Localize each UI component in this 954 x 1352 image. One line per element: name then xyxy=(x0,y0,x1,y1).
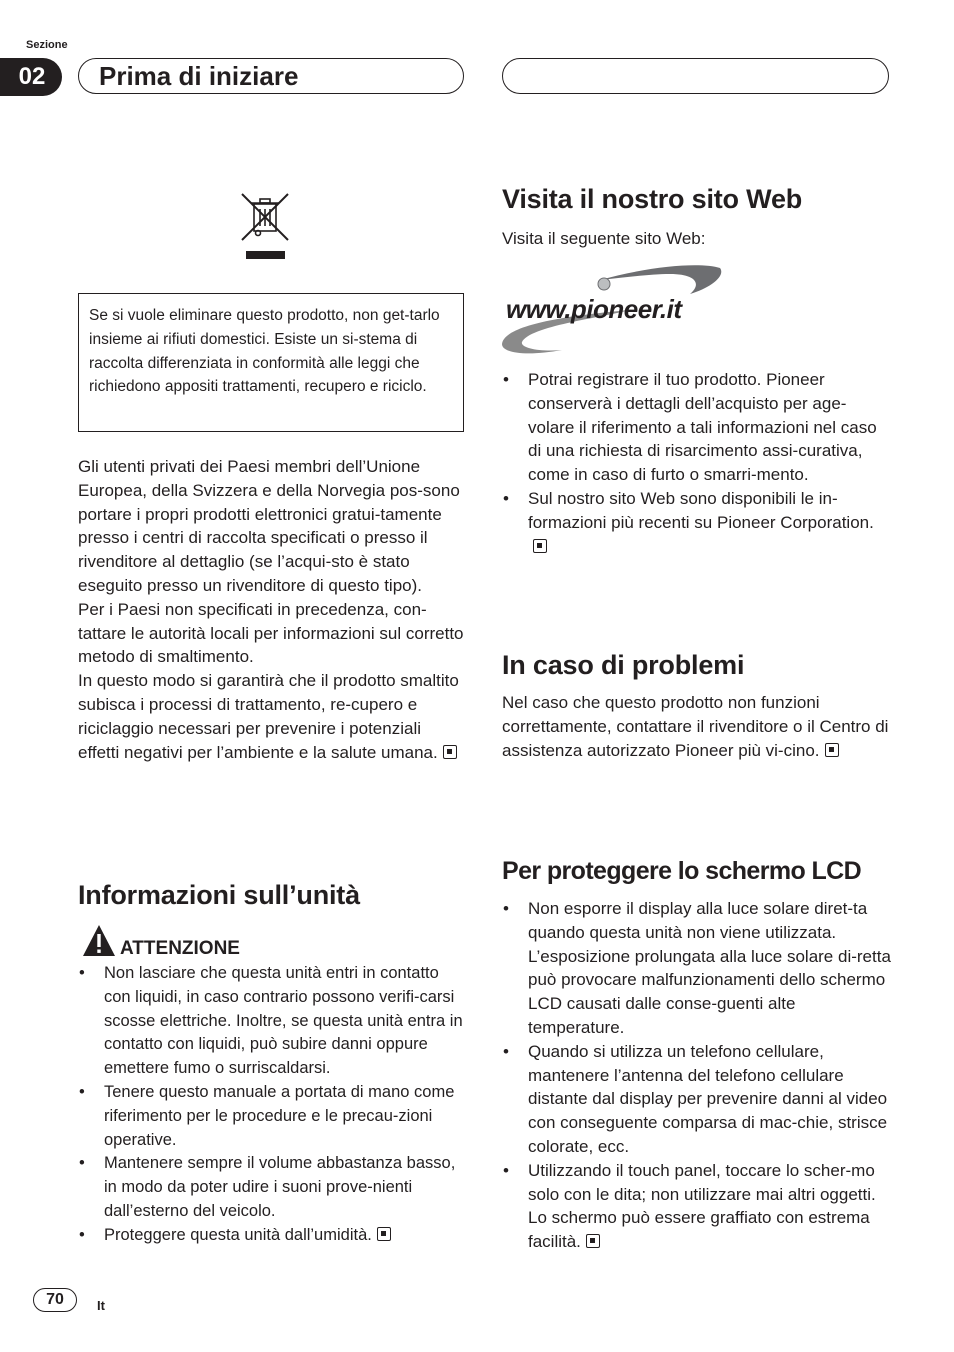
list-item-text: Tenere questo manuale a portata di mano come riferimento per le procedure e le precau-zioni operative. xyxy=(104,1082,455,1149)
language-code: It xyxy=(97,1298,105,1313)
end-mark-icon xyxy=(377,1227,391,1241)
end-mark-icon xyxy=(533,539,547,553)
page-number: 70 xyxy=(33,1288,77,1312)
list-item xyxy=(78,1152,466,1223)
disposal-paragraph-3-text: In questo modo si garantirà che il prodotto smaltito subisca i processi di trattamento, re-cupero e riciclaggio necessari per prevenire i potenziali effetti negativi per l’ambiente e la salute umana. xyxy=(78,671,459,762)
section-number: 02 xyxy=(0,58,62,96)
list-item-text: Potrai registrare il tuo prodotto. Pioneer conserverà i dettagli dell’acquisto per age-volare il riferimento a tali informazioni nel caso di una richiesta di risarcimento assi-curativa, come in caso di furto o smarri-mento. xyxy=(528,370,877,485)
list-item-text: Non esporre il display alla luce solare diret-ta quando questa unità non viene utilizzata. L’esposizione prolungata alla luce solare di-retta può provocare malfunzionamenti dello schermo LCD causati dalle conse-guenti alte temperature. xyxy=(528,899,891,1037)
list-item-text: Mantenere sempre il volume abbastanza basso, in modo da poter udire i suoni prove-nienti dall’esterno del veicolo. xyxy=(104,1154,456,1220)
list-item xyxy=(502,897,892,1040)
section-title: Prima di iniziare xyxy=(99,61,299,91)
disposal-paragraph-2: Per i Paesi non specificati in precedenza, con-tattare le autorità locali per informazioni sul corretto metodo di smaltimento. xyxy=(78,599,464,667)
crossed-out-bin-icon xyxy=(240,192,290,262)
disposal-paragraph-3 xyxy=(78,669,464,764)
website-intro: Visita il seguente sito Web: xyxy=(502,229,706,248)
list-item xyxy=(502,1040,892,1159)
warning-label: ATTENZIONE xyxy=(120,938,240,959)
info-unit-list xyxy=(78,962,466,1248)
website-list xyxy=(502,368,890,558)
pioneer-website-logo-text: www.pioneer.it xyxy=(506,294,682,324)
list-item xyxy=(78,1081,466,1152)
end-mark-icon xyxy=(825,743,839,757)
disposal-paragraph-1: Gli utenti privati dei Paesi membri dell’Unione Europea, della Svizzera e della Norvegia pos-sono portare i propri prodotti elettronici gratui-tamente presso i centri di raccolta specificati o presso il rivenditore al dettaglio (se l’acqui-sto è stato eseguito presso un rivenditore di questo tipo). xyxy=(78,457,460,595)
end-mark-icon xyxy=(586,1234,600,1248)
list-item-text: Proteggere questa unità dall’umidità. xyxy=(104,1225,372,1244)
empty-header-pill xyxy=(502,58,889,94)
disposal-notice-text: Se si vuole eliminare questo prodotto, non get-tarlo insieme ai rifiuti domestici. Esiste un si-stema di raccolta differenziata in conformità alle leggi che richiedono appositi trattamenti, recupero e riciclo. xyxy=(89,307,440,396)
list-item-text: Utilizzando il touch panel, toccare lo scher-mo solo con le dita; non utilizzare mai altri oggetti. Lo schermo può essere graffiato con estrema facilità. xyxy=(528,1160,876,1252)
info-unit-title: Informazioni sull’unità xyxy=(78,880,360,910)
disposal-paragraphs xyxy=(78,455,464,764)
list-item-text: Sul nostro sito Web sono disponibili le in-formazioni più recenti su Pioneer Corporation. xyxy=(528,488,874,532)
pioneer-website-logo[interactable] xyxy=(500,262,726,356)
problems-paragraph xyxy=(502,691,890,762)
lcd-list xyxy=(502,897,892,1254)
list-item xyxy=(78,962,466,1081)
disposal-notice-box xyxy=(78,293,464,432)
list-item-text: Non lasciare che questa unità entri in contatto con liquidi, in caso contrario possono verifi-carsi scosse elettriche. Inoltre, se questa unità entra in contatto con liquidi, può subire danni oppure emettere fumo o surriscaldarsi. xyxy=(104,964,463,1078)
website-title: Visita il nostro sito Web xyxy=(502,184,803,214)
problems-text: Nel caso che questo prodotto non funzioni correttamente, contattare il rivenditore o il Centro di assistenza autorizzato Pioneer più vi-cino. xyxy=(502,693,889,760)
list-item-text: Quando si utilizza un telefono cellulare, mantenere l’antenna del telefono cellulare distante dal display per prevenire danni al video con conseguente comparsa di mac-chie, strisce colorate, ecc. xyxy=(528,1041,888,1156)
lcd-title: Per proteggere lo schermo LCD xyxy=(502,857,862,885)
end-mark-icon xyxy=(443,745,457,759)
section-label: Sezione xyxy=(26,39,68,51)
warning-triangle-icon xyxy=(82,924,116,963)
list-item xyxy=(502,487,890,558)
list-item xyxy=(78,1224,466,1248)
list-item xyxy=(502,368,890,487)
list-item xyxy=(502,1159,892,1254)
problems-title: In caso di problemi xyxy=(502,650,745,680)
section-title-pill xyxy=(78,58,464,94)
